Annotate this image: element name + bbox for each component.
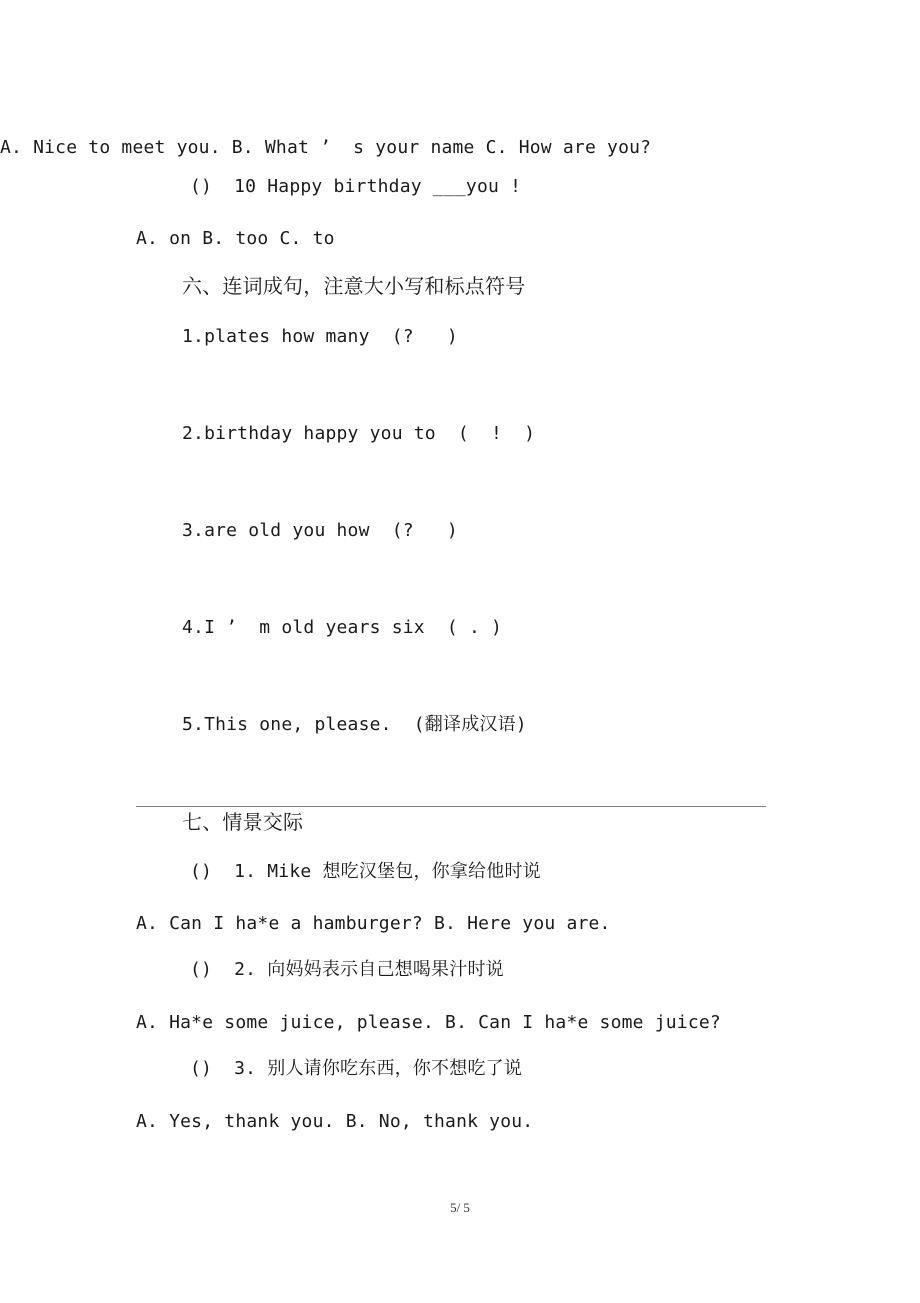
situation-2-options: A. Ha*e some juice, please. B. Can I ha*e some juice? bbox=[136, 1012, 721, 1033]
page-number: 5/ 5 bbox=[450, 1200, 470, 1215]
sentence-item-5: 5.This one, please. (翻译成汉语) bbox=[182, 714, 527, 735]
divider bbox=[136, 806, 766, 807]
situation-2-stem: () 2. 向妈妈表示自己想喝果汁时说 bbox=[190, 959, 504, 980]
section-6-heading: 六、连词成句，注意大小写和标点符号 bbox=[182, 274, 526, 298]
question-10-stem: () 10 Happy birthday ___you ! bbox=[190, 176, 522, 197]
sentence-item-4: 4.I ’ m old years six ( . ) bbox=[182, 617, 503, 638]
sentence-item-1: 1.plates how many (? ) bbox=[182, 326, 458, 347]
sentence-item-3: 3.are old you how (? ) bbox=[182, 520, 458, 541]
section-7-heading: 七、情景交际 bbox=[182, 810, 304, 834]
sentence-item-2: 2.birthday happy you to ( ! ) bbox=[182, 423, 536, 444]
situation-3-stem: () 3. 别人请你吃东西，你不想吃了说 bbox=[190, 1058, 523, 1079]
question-9-options: A. Nice to meet you. B. What ’ s your name C. How are you? bbox=[0, 137, 652, 158]
question-10-options: A. on B. too C. to bbox=[136, 228, 335, 249]
situation-3-options: A. Yes, thank you. B. No, thank you. bbox=[136, 1111, 534, 1132]
situation-1-options: A. Can I ha*e a hamburger? B. Here you are. bbox=[136, 913, 611, 934]
situation-1-stem: () 1. Mike 想吃汉堡包，你拿给他时说 bbox=[190, 861, 541, 882]
